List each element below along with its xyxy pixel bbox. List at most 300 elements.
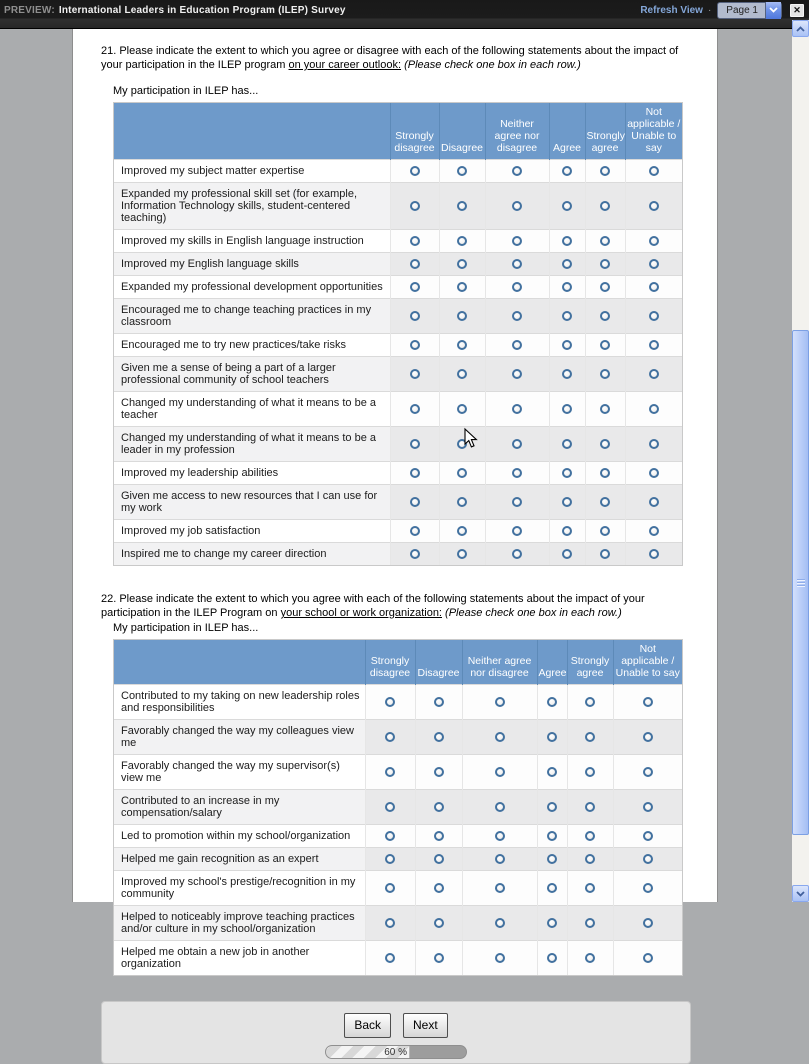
radio-cell xyxy=(549,183,585,230)
radio-button[interactable] xyxy=(495,953,505,963)
radio-button[interactable] xyxy=(649,549,659,559)
radio-cell xyxy=(390,392,439,427)
radio-button[interactable] xyxy=(434,697,444,707)
radio-cell xyxy=(549,160,585,183)
row-label: Inspired me to change my career direction xyxy=(114,543,390,566)
radio-cell xyxy=(365,825,415,848)
radio-cell xyxy=(439,160,485,183)
radio-cell xyxy=(485,427,549,462)
radio-button[interactable] xyxy=(600,369,610,379)
radio-button[interactable] xyxy=(512,340,522,350)
row-label: Given me a sense of being a part of a larger professional community of school teachers xyxy=(114,357,390,392)
radio-cell xyxy=(537,755,567,790)
matrix-row xyxy=(114,720,682,755)
radio-button[interactable] xyxy=(649,497,659,507)
radio-button[interactable] xyxy=(512,497,522,507)
radio-button[interactable] xyxy=(562,497,572,507)
radio-cell xyxy=(549,357,585,392)
radio-button[interactable] xyxy=(410,236,420,246)
question-21-matrix xyxy=(113,102,683,566)
matrix-row xyxy=(114,427,682,462)
radio-button[interactable] xyxy=(457,340,467,350)
radio-cell xyxy=(613,825,682,848)
radio-button[interactable] xyxy=(385,854,395,864)
row-label: Improved my leadership abilities xyxy=(114,462,390,485)
radio-button[interactable] xyxy=(457,282,467,292)
radio-button[interactable] xyxy=(649,526,659,536)
radio-button[interactable] xyxy=(385,953,395,963)
scroll-up-button[interactable] xyxy=(792,20,809,37)
radio-button[interactable] xyxy=(410,259,420,269)
radio-button[interactable] xyxy=(495,697,505,707)
radio-cell xyxy=(390,427,439,462)
radio-cell xyxy=(462,906,537,941)
radio-button[interactable] xyxy=(457,404,467,414)
radio-button[interactable] xyxy=(649,340,659,350)
radio-cell xyxy=(462,941,537,976)
radio-button[interactable] xyxy=(600,282,610,292)
radio-cell xyxy=(567,685,613,720)
matrix-row xyxy=(114,848,682,871)
radio-cell xyxy=(485,334,549,357)
radio-button[interactable] xyxy=(649,311,659,321)
radio-button[interactable] xyxy=(643,697,653,707)
radio-button[interactable] xyxy=(434,831,444,841)
radio-cell xyxy=(613,906,682,941)
scrollbar-grip xyxy=(797,579,805,587)
radio-cell xyxy=(549,462,585,485)
radio-cell xyxy=(365,720,415,755)
radio-cell xyxy=(625,230,682,253)
radio-button[interactable] xyxy=(562,311,572,321)
radio-cell xyxy=(390,183,439,230)
radio-button[interactable] xyxy=(385,802,395,812)
radio-cell xyxy=(462,755,537,790)
radio-cell xyxy=(585,299,625,334)
radio-button[interactable] xyxy=(495,883,505,893)
radio-button[interactable] xyxy=(585,854,595,864)
matrix-row xyxy=(114,392,682,427)
preview-label: PREVIEW: xyxy=(4,4,55,16)
vertical-scrollbar[interactable] xyxy=(792,20,809,902)
separator-dot: · xyxy=(707,4,712,16)
radio-cell xyxy=(390,230,439,253)
radio-cell xyxy=(625,392,682,427)
radio-button[interactable] xyxy=(512,369,522,379)
radio-cell xyxy=(537,941,567,976)
radio-cell xyxy=(585,485,625,520)
radio-cell xyxy=(390,299,439,334)
question-22-text xyxy=(101,592,691,620)
radio-button[interactable] xyxy=(585,732,595,742)
radio-cell xyxy=(625,299,682,334)
radio-button[interactable] xyxy=(643,831,653,841)
radio-button[interactable] xyxy=(457,201,467,211)
radio-cell xyxy=(585,160,625,183)
radio-button[interactable] xyxy=(512,404,522,414)
radio-cell xyxy=(365,906,415,941)
radio-button[interactable] xyxy=(649,369,659,379)
radio-button[interactable] xyxy=(410,166,420,176)
radio-cell xyxy=(585,462,625,485)
scroll-down-button[interactable] xyxy=(792,885,809,902)
radio-cell xyxy=(567,906,613,941)
radio-button[interactable] xyxy=(562,526,572,536)
radio-button[interactable] xyxy=(585,697,595,707)
row-label: Improved my subject matter expertise xyxy=(114,160,390,183)
radio-button[interactable] xyxy=(585,802,595,812)
radio-button[interactable] xyxy=(410,526,420,536)
row-label: Changed my understanding of what it means to be a leader in my profession xyxy=(114,427,390,462)
radio-cell xyxy=(537,848,567,871)
radio-button[interactable] xyxy=(585,767,595,777)
content-panel xyxy=(72,29,718,1058)
radio-cell xyxy=(537,790,567,825)
radio-cell xyxy=(365,871,415,906)
radio-button[interactable] xyxy=(643,732,653,742)
radio-button[interactable] xyxy=(600,404,610,414)
matrix-row xyxy=(114,462,682,485)
radio-cell xyxy=(415,755,462,790)
radio-button[interactable] xyxy=(385,732,395,742)
radio-cell xyxy=(462,720,537,755)
radio-button[interactable] xyxy=(649,439,659,449)
radio-button[interactable] xyxy=(562,340,572,350)
matrix-row xyxy=(114,543,682,566)
matrix-column-header: Agree xyxy=(537,640,567,685)
radio-cell xyxy=(567,825,613,848)
radio-button[interactable] xyxy=(512,236,522,246)
radio-cell xyxy=(365,685,415,720)
radio-button[interactable] xyxy=(434,854,444,864)
radio-cell xyxy=(625,543,682,566)
radio-cell xyxy=(390,462,439,485)
row-label: Led to promotion within my school/organization xyxy=(114,825,365,848)
radio-button[interactable] xyxy=(562,236,572,246)
radio-button[interactable] xyxy=(600,526,610,536)
radio-button[interactable] xyxy=(434,802,444,812)
radio-button[interactable] xyxy=(547,697,557,707)
close-icon[interactable]: ✕ xyxy=(790,4,804,17)
question-22-lead: 22. Please indicate the extent to which you agree with each of the following statements about the impact of your participation in the ILEP Program on xyxy=(101,593,645,619)
radio-button[interactable] xyxy=(512,259,522,269)
radio-button[interactable] xyxy=(434,767,444,777)
radio-button[interactable] xyxy=(643,802,653,812)
radio-button[interactable] xyxy=(562,468,572,478)
radio-button[interactable] xyxy=(600,259,610,269)
radio-button[interactable] xyxy=(512,282,522,292)
page-select-value: Page 1 xyxy=(726,4,758,16)
radio-button[interactable] xyxy=(562,166,572,176)
matrix-row xyxy=(114,276,682,299)
radio-button[interactable] xyxy=(649,259,659,269)
radio-cell xyxy=(549,299,585,334)
radio-cell xyxy=(625,520,682,543)
radio-cell xyxy=(485,543,549,566)
radio-button[interactable] xyxy=(643,953,653,963)
matrix-header-row xyxy=(114,103,682,160)
radio-cell xyxy=(365,941,415,976)
radio-button[interactable] xyxy=(385,883,395,893)
radio-cell xyxy=(537,906,567,941)
radio-cell xyxy=(613,790,682,825)
radio-cell xyxy=(439,427,485,462)
radio-button[interactable] xyxy=(600,497,610,507)
radio-cell xyxy=(549,276,585,299)
radio-cell xyxy=(415,685,462,720)
row-label: Helped to noticeably improve teaching practices and/or culture in my school/organization xyxy=(114,906,365,941)
radio-button[interactable] xyxy=(585,831,595,841)
question-22-intro: My participation in ILEP has... xyxy=(113,622,259,634)
radio-cell xyxy=(462,790,537,825)
radio-cell xyxy=(439,462,485,485)
radio-cell xyxy=(613,871,682,906)
radio-cell xyxy=(613,755,682,790)
radio-button[interactable] xyxy=(585,883,595,893)
radio-button[interactable] xyxy=(562,282,572,292)
radio-button[interactable] xyxy=(600,549,610,559)
radio-button[interactable] xyxy=(385,767,395,777)
radio-button[interactable] xyxy=(600,166,610,176)
radio-button[interactable] xyxy=(495,831,505,841)
radio-button[interactable] xyxy=(512,201,522,211)
matrix-column-header: Agree xyxy=(549,103,585,160)
radio-button[interactable] xyxy=(457,369,467,379)
radio-cell xyxy=(625,334,682,357)
radio-cell xyxy=(365,755,415,790)
radio-button[interactable] xyxy=(547,732,557,742)
radio-button[interactable] xyxy=(547,802,557,812)
radio-button[interactable] xyxy=(495,732,505,742)
radio-button[interactable] xyxy=(585,953,595,963)
radio-button[interactable] xyxy=(434,918,444,928)
question-21-table xyxy=(114,103,682,565)
radio-button[interactable] xyxy=(562,369,572,379)
radio-button[interactable] xyxy=(512,311,522,321)
radio-button[interactable] xyxy=(649,236,659,246)
progress-bar xyxy=(325,1045,467,1059)
chevron-down-icon[interactable] xyxy=(765,2,781,19)
radio-cell xyxy=(625,485,682,520)
radio-button[interactable] xyxy=(495,854,505,864)
row-label: Favorably changed the way my colleagues view me xyxy=(114,720,365,755)
radio-cell xyxy=(549,334,585,357)
radio-button[interactable] xyxy=(385,831,395,841)
radio-cell xyxy=(485,299,549,334)
radio-button[interactable] xyxy=(600,439,610,449)
radio-button[interactable] xyxy=(410,404,420,414)
radio-cell xyxy=(415,941,462,976)
scrollbar-track[interactable] xyxy=(792,37,809,885)
next-button[interactable]: Next xyxy=(403,1013,448,1038)
radio-button[interactable] xyxy=(600,236,610,246)
radio-cell xyxy=(439,230,485,253)
radio-button[interactable] xyxy=(385,918,395,928)
radio-button[interactable] xyxy=(457,236,467,246)
radio-button[interactable] xyxy=(562,549,572,559)
scrollbar-thumb[interactable] xyxy=(792,330,809,835)
radio-button[interactable] xyxy=(410,201,420,211)
question-21-underlined: on your career outlook: xyxy=(288,59,402,71)
row-label: Improved my skills in English language instruction xyxy=(114,230,390,253)
radio-cell xyxy=(613,720,682,755)
row-label: Encouraged me to change teaching practices in my classroom xyxy=(114,299,390,334)
radio-cell xyxy=(537,720,567,755)
radio-cell xyxy=(549,230,585,253)
matrix-column-header: Not applicable / Unable to say xyxy=(625,103,682,160)
matrix-column-header: Disagree xyxy=(439,103,485,160)
matrix-row xyxy=(114,299,682,334)
radio-cell xyxy=(485,276,549,299)
radio-cell xyxy=(625,276,682,299)
radio-button[interactable] xyxy=(649,166,659,176)
radio-button[interactable] xyxy=(547,854,557,864)
radio-cell xyxy=(462,825,537,848)
radio-button[interactable] xyxy=(643,918,653,928)
radio-button[interactable] xyxy=(457,468,467,478)
radio-cell xyxy=(439,392,485,427)
radio-button[interactable] xyxy=(600,340,610,350)
navigation-footer xyxy=(101,1001,691,1064)
question-22-underlined: your school or work organization: xyxy=(280,607,442,619)
radio-button[interactable] xyxy=(649,201,659,211)
radio-button[interactable] xyxy=(457,526,467,536)
radio-cell xyxy=(613,685,682,720)
radio-button[interactable] xyxy=(495,767,505,777)
row-label: Given me access to new resources that I can use for my work xyxy=(114,485,390,520)
radio-button[interactable] xyxy=(410,369,420,379)
radio-cell xyxy=(585,253,625,276)
radio-cell xyxy=(390,520,439,543)
radio-cell xyxy=(390,253,439,276)
radio-button[interactable] xyxy=(410,549,420,559)
radio-cell xyxy=(549,520,585,543)
radio-button[interactable] xyxy=(643,854,653,864)
radio-button[interactable] xyxy=(512,439,522,449)
radio-button[interactable] xyxy=(457,439,467,449)
radio-cell xyxy=(415,825,462,848)
radio-button[interactable] xyxy=(547,953,557,963)
radio-button[interactable] xyxy=(495,918,505,928)
page-select-dropdown[interactable] xyxy=(717,2,782,19)
matrix-row xyxy=(114,790,682,825)
refresh-view-link[interactable]: Refresh View xyxy=(640,4,703,16)
question-22-table xyxy=(114,640,682,975)
radio-button[interactable] xyxy=(457,549,467,559)
radio-button[interactable] xyxy=(434,732,444,742)
row-label: Contributed to my taking on new leadership roles and responsibilities xyxy=(114,685,365,720)
radio-button[interactable] xyxy=(410,311,420,321)
radio-button[interactable] xyxy=(562,201,572,211)
matrix-column-header: Disagree xyxy=(415,640,462,685)
radio-cell xyxy=(439,334,485,357)
radio-button[interactable] xyxy=(562,439,572,449)
titlebar xyxy=(0,0,809,29)
matrix-row xyxy=(114,183,682,230)
radio-button[interactable] xyxy=(649,282,659,292)
radio-button[interactable] xyxy=(562,404,572,414)
back-button[interactable]: Back xyxy=(344,1013,391,1038)
radio-button[interactable] xyxy=(649,468,659,478)
matrix-column-header: Strongly agree xyxy=(567,640,613,685)
radio-button[interactable] xyxy=(385,697,395,707)
radio-button[interactable] xyxy=(547,883,557,893)
radio-button[interactable] xyxy=(512,549,522,559)
radio-cell xyxy=(485,520,549,543)
radio-cell xyxy=(567,941,613,976)
radio-cell xyxy=(537,825,567,848)
radio-button[interactable] xyxy=(643,883,653,893)
matrix-row xyxy=(114,253,682,276)
radio-button[interactable] xyxy=(434,883,444,893)
matrix-corner-cell xyxy=(114,640,365,685)
radio-cell xyxy=(613,848,682,871)
radio-button[interactable] xyxy=(457,311,467,321)
radio-cell xyxy=(585,230,625,253)
radio-button[interactable] xyxy=(600,311,610,321)
radio-button[interactable] xyxy=(410,439,420,449)
radio-button[interactable] xyxy=(434,953,444,963)
radio-button[interactable] xyxy=(457,497,467,507)
radio-button[interactable] xyxy=(512,468,522,478)
row-label: Helped me obtain a new job in another organization xyxy=(114,941,365,976)
matrix-column-header: Strongly disagree xyxy=(390,103,439,160)
radio-button[interactable] xyxy=(643,767,653,777)
radio-button[interactable] xyxy=(495,802,505,812)
radio-button[interactable] xyxy=(457,259,467,269)
radio-button[interactable] xyxy=(600,468,610,478)
question-21-text xyxy=(101,44,691,72)
radio-button[interactable] xyxy=(649,404,659,414)
matrix-row xyxy=(114,941,682,976)
radio-cell xyxy=(549,543,585,566)
row-label: Improved my English language skills xyxy=(114,253,390,276)
radio-button[interactable] xyxy=(410,497,420,507)
radio-cell xyxy=(567,848,613,871)
radio-cell xyxy=(485,357,549,392)
radio-cell xyxy=(390,357,439,392)
radio-button[interactable] xyxy=(457,166,467,176)
chevron-down-icon xyxy=(796,891,805,897)
radio-cell xyxy=(585,392,625,427)
radio-cell xyxy=(439,253,485,276)
radio-cell xyxy=(585,334,625,357)
radio-button[interactable] xyxy=(410,340,420,350)
radio-cell xyxy=(485,183,549,230)
radio-button[interactable] xyxy=(585,918,595,928)
radio-cell xyxy=(439,299,485,334)
matrix-row xyxy=(114,334,682,357)
radio-button[interactable] xyxy=(512,526,522,536)
radio-cell xyxy=(537,685,567,720)
matrix-row xyxy=(114,230,682,253)
radio-button[interactable] xyxy=(410,468,420,478)
matrix-row xyxy=(114,160,682,183)
matrix-corner-cell xyxy=(114,103,390,160)
radio-button[interactable] xyxy=(512,166,522,176)
radio-button[interactable] xyxy=(562,259,572,269)
radio-button[interactable] xyxy=(410,282,420,292)
radio-button[interactable] xyxy=(547,767,557,777)
survey-title: International Leaders in Education Program (ILEP) Survey xyxy=(58,4,346,16)
radio-cell xyxy=(567,871,613,906)
radio-cell xyxy=(625,427,682,462)
radio-button[interactable] xyxy=(600,201,610,211)
radio-cell xyxy=(439,183,485,230)
radio-button[interactable] xyxy=(547,918,557,928)
row-label: Encouraged me to try new practices/take risks xyxy=(114,334,390,357)
radio-button[interactable] xyxy=(547,831,557,841)
